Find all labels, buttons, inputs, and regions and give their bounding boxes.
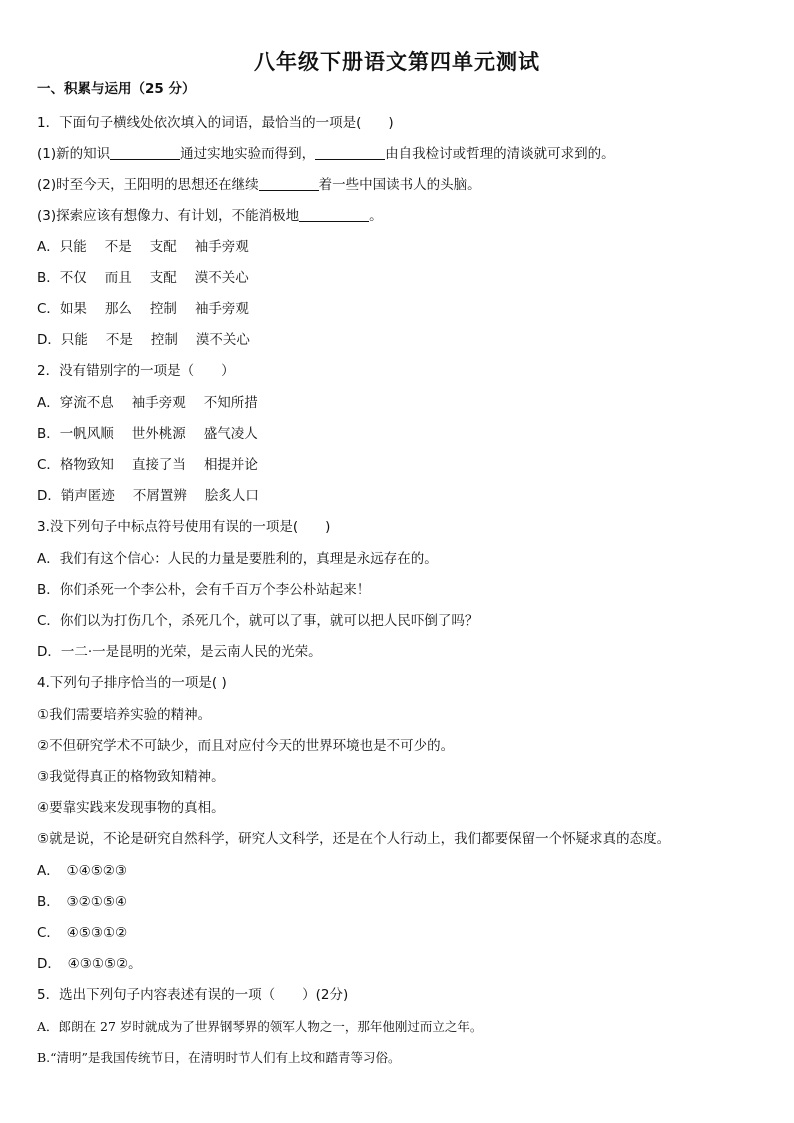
option-label: C．	[37, 457, 60, 473]
q1-sentence-3	[37, 207, 383, 225]
q3-option-c: C．你们以为打伤几个，杀死几个，就可以了事，就可以把人民吓倒了吗？	[37, 613, 479, 629]
option-label: D．	[37, 332, 61, 348]
q1-s3-part-b: 。	[369, 208, 383, 224]
option-word: 一帆风顺	[59, 426, 114, 442]
q1-s2-part-b: 着一些中国读书人的头脑。	[318, 177, 481, 193]
q2-option-b	[37, 425, 276, 443]
option-word: 支配	[149, 270, 177, 286]
q5-stem: 5．选出下列句子内容表述有误的一项（ ）(2分)	[37, 987, 349, 1003]
option-word: 漠不关心	[195, 332, 250, 348]
option-word: 只能	[59, 239, 87, 255]
option-word: 支配	[149, 239, 177, 255]
q3-option-a: A．我们有这个信心：人民的力量是要胜利的，真理是永远存在的。	[37, 551, 438, 567]
q3-stem: 3.没下列句子中标点符号使用有误的一项是( )	[37, 519, 331, 535]
option-word: 直接了当	[131, 457, 186, 473]
q1-s1-part-a: (1)新的知识	[37, 146, 111, 162]
q1-option-c	[37, 300, 267, 318]
option-label: C．	[37, 301, 60, 317]
option-label: D．	[37, 488, 61, 504]
option-word: 销声匿迹	[60, 488, 115, 504]
q5-option-a: A．郎朗在 27 岁时就成为了世界钢琴界的领军人物之一，那年他刚过而立之年。	[37, 1019, 483, 1034]
q4-sentence-3: ③我觉得真正的格物致知精神。	[37, 769, 225, 785]
option-label: B．	[37, 426, 60, 442]
q1-stem: 1．下面句子横线处依次填入的词语，最恰当的一项是( )	[37, 115, 394, 131]
option-word: 那么	[104, 301, 132, 317]
q4-sentence-1: ①我们需要培养实验的精神。	[37, 707, 212, 723]
option-label: B．	[37, 270, 60, 286]
fill-blank	[299, 207, 369, 222]
option-word: 袖手旁观	[194, 301, 249, 317]
option-word: 而且	[104, 270, 132, 286]
option-word: 只能	[60, 332, 88, 348]
option-word: 不知所措	[203, 395, 258, 411]
fill-blank	[110, 145, 180, 160]
option-label: A．	[37, 239, 60, 255]
q1-sentence-2	[37, 176, 481, 194]
q1-s3-part-a: (3)探索应该有想像力、有计划，不能消极地	[37, 208, 300, 224]
option-word: 不屑置辨	[132, 488, 187, 504]
q4-option-c: C． ④⑤③①②	[37, 925, 128, 941]
q5-option-b: B.“清明”是我国传统节日，在清明时节人们有上坟和踏青等习俗。	[37, 1050, 401, 1065]
q2-stem: 2．没有错别字的一项是（ ）	[37, 363, 235, 379]
q3-option-d: D．一二·一是昆明的光荣，是云南人民的光荣。	[37, 644, 322, 660]
option-word: 袖手旁观	[194, 239, 249, 255]
q1-sentence-1	[37, 145, 615, 163]
fill-blank	[315, 145, 385, 160]
option-word: 相提并论	[203, 457, 258, 473]
q1-option-b	[37, 269, 267, 287]
fill-blank	[259, 176, 319, 191]
q3-option-b: B．你们杀死一个李公朴，会有千百万个李公朴站起来！	[37, 582, 371, 598]
q1-option-d	[37, 331, 268, 349]
option-word: 控制	[149, 301, 177, 317]
q4-option-a: A． ①④⑤②③	[37, 863, 127, 879]
section-heading: 一、积累与运用（25 分）	[37, 81, 196, 97]
option-word: 不是	[104, 239, 132, 255]
option-word: 不仅	[59, 270, 87, 286]
q2-option-d	[37, 487, 277, 505]
option-word: 漠不关心	[194, 270, 249, 286]
option-word: 盛气凌人	[203, 426, 258, 442]
document-title: 八年级下册语文第四单元测试	[254, 49, 540, 74]
q4-option-b: B． ③②①⑤④	[37, 894, 128, 910]
option-word: 不是	[105, 332, 133, 348]
option-word: 脍炙人口	[204, 488, 259, 504]
option-label: A．	[37, 395, 60, 411]
option-word: 世外桃源	[131, 426, 186, 442]
q4-sentence-2: ②不但研究学术不可缺少，而且对应付今天的世界环境也是不可少的。	[37, 738, 455, 754]
q1-s2-part-a: (2)时至今天，王阳明的思想还在继续	[37, 177, 259, 193]
q4-sentence-5: ⑤就是说，不论是研究自然科学，研究人文科学，还是在个人行动上，我们都要保留一个怀疑求真的态度。	[37, 831, 671, 847]
option-word: 穿流不息	[59, 395, 114, 411]
q4-option-d: D． ④③①⑤②。	[37, 956, 142, 972]
q2-option-a	[37, 394, 276, 412]
q1-s1-part-b: 通过实地实验而得到，	[180, 146, 316, 162]
q1-s1-part-c: 由自我检讨或哲理的清谈就可求到的。	[385, 146, 615, 162]
q4-stem: 4.下列句子排序恰当的一项是( )	[37, 675, 227, 691]
q2-option-c	[37, 456, 276, 474]
q4-sentence-4: ④要靠实践来发现事物的真相。	[37, 800, 225, 816]
option-word: 格物致知	[59, 457, 114, 473]
q1-option-a	[37, 238, 267, 256]
option-word: 控制	[150, 332, 178, 348]
option-word: 如果	[59, 301, 87, 317]
option-word: 袖手旁观	[131, 395, 186, 411]
